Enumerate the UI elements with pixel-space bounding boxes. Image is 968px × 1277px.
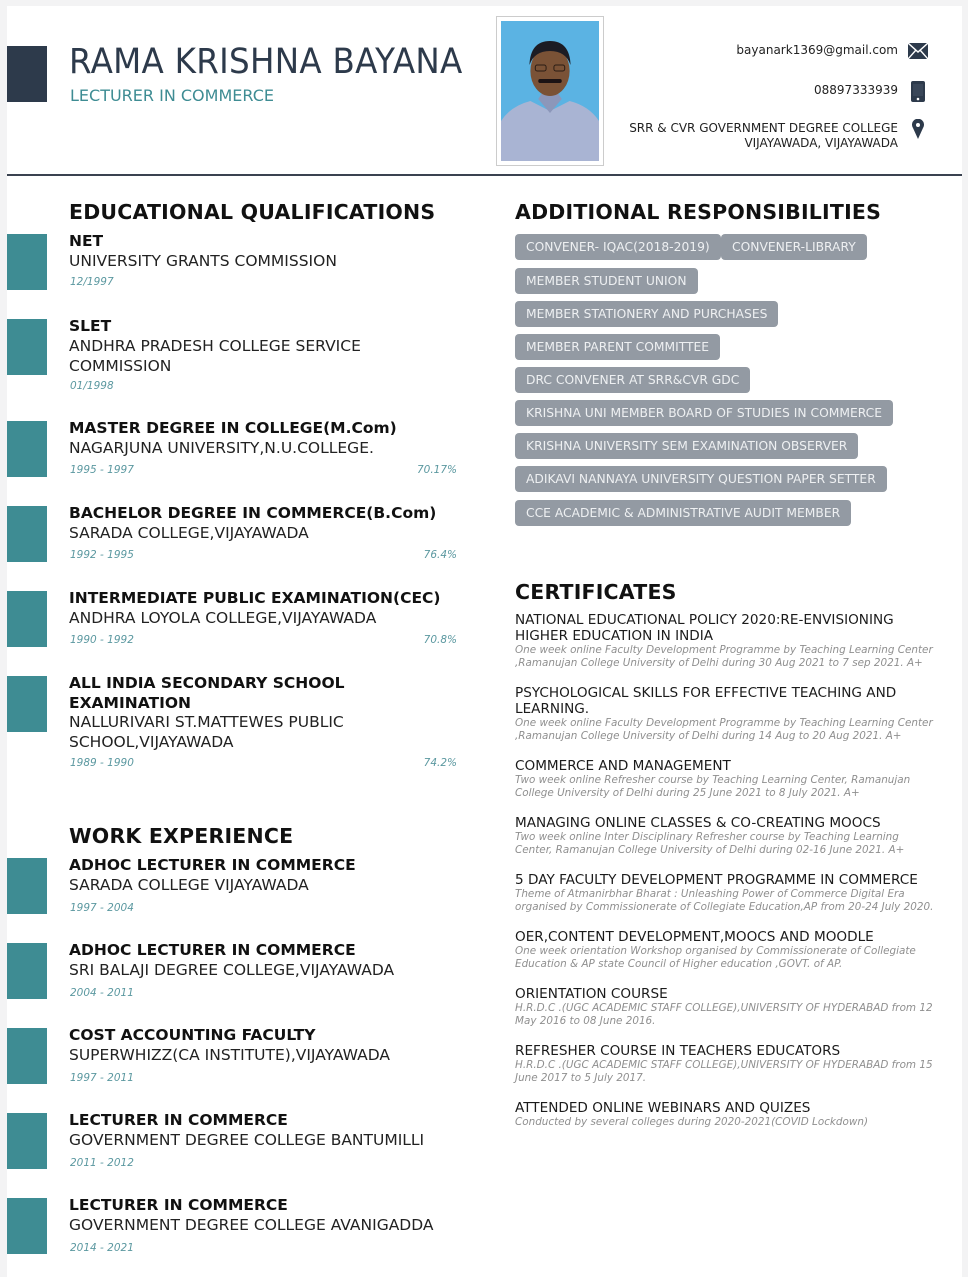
certificate-title: ATTENDED ONLINE WEBINARS AND QUIZES: [515, 1100, 811, 1116]
responsibility-tag: MEMBER STUDENT UNION: [515, 268, 698, 294]
address-line-2: VIJAYAWADA, VIJAYAWADA: [744, 136, 898, 150]
profile-photo-image: [501, 21, 599, 161]
entry-title: ADHOC LECTURER IN COMMERCE: [69, 856, 356, 874]
work-section-title: WORK EXPERIENCE: [69, 824, 294, 848]
entry-organization: GOVERNMENT DEGREE COLLEGE BANTUMILLI: [69, 1131, 425, 1149]
contact-email-row: [736, 43, 928, 59]
responsibility-tag: CCE ACADEMIC & ADMINISTRATIVE AUDIT MEMBER: [515, 500, 851, 526]
certificates-section-title: CERTIFICATES: [515, 580, 677, 604]
contact-phone-row: [814, 81, 928, 102]
certificate-description: H.R.D.C .(UGC ACADEMIC STAFF COLLEGE),UNIVERSITY OF HYDERABAD from 12 May 2016 to 08 June 2016.: [515, 1002, 933, 1027]
location-pin-icon: [908, 119, 928, 139]
entry-date: 1997 - 2004: [70, 902, 134, 914]
header-divider: [7, 174, 962, 176]
responsibility-tag: MEMBER PARENT COMMITTEE: [515, 334, 720, 360]
entry-accent-bar: [7, 1028, 47, 1084]
entry-accent-bar: [7, 421, 47, 477]
entry-title: COST ACCOUNTING FACULTY: [69, 1026, 316, 1044]
responsibility-tag: KRISHNA UNIVERSITY SEM EXAMINATION OBSERVER: [515, 433, 858, 459]
certificate-item: [515, 685, 935, 742]
entry-organization: SUPERWHIZZ(CA INSTITUTE),VIJAYAWADA: [69, 1046, 390, 1064]
certificate-description: One week orientation Workshop organised by Commissionerate of Collegiate Education & AP state Council of Higher education ,GOVT. of AP.: [515, 945, 916, 970]
entry-organization: UNIVERSITY GRANTS COMMISSION: [69, 252, 337, 270]
entry-date: 1992 - 1995: [70, 549, 134, 561]
person-name: RAMA KRISHNA BAYANA: [69, 42, 463, 82]
contact-email[interactable]: bayanark1369@gmail.com: [736, 43, 898, 57]
entry-accent-bar: [7, 591, 47, 647]
entry-date: 1995 - 1997: [70, 464, 134, 476]
responsibility-tag: CONVENER-LIBRARY: [721, 234, 867, 260]
entry-title: NET: [69, 232, 104, 250]
certificate-description: One week online Faculty Development Programme by Teaching Learning Center ,Ramanujan College University of Delhi during 30 Aug 2021 to 7 sep 2021. A+: [515, 644, 933, 669]
entry-date: 2004 - 2011: [70, 987, 134, 999]
certificate-title: REFRESHER COURSE IN TEACHERS EDUCATORS: [515, 1043, 841, 1059]
contact-phone[interactable]: 08897333939: [814, 83, 898, 97]
entry-organization: NALLURIVARI ST.MATTEWES PUBLIC SCHOOL,VIJAYAWADA: [69, 713, 344, 751]
entry-score: 70.8%: [423, 634, 457, 646]
entry-accent-bar: [7, 506, 47, 562]
entry-title: INTERMEDIATE PUBLIC EXAMINATION(CEC): [69, 589, 441, 607]
entry-title: ADHOC LECTURER IN COMMERCE: [69, 941, 356, 959]
responsibility-tag: ADIKAVI NANNAYA UNIVERSITY QUESTION PAPER SETTER: [515, 466, 887, 492]
resume-page: [7, 6, 962, 1277]
entry-title: MASTER DEGREE IN COLLEGE(M.Com): [69, 419, 397, 437]
entry-date: 1989 - 1990: [70, 757, 134, 769]
certificate-description: Theme of Atmanirbhar Bharat : Unleashing Power of Commerce Digital Era organised by Commissionerate of Collegiate Education,AP from 20-24 July 2020.: [515, 888, 934, 913]
certificate-title: NATIONAL EDUCATIONAL POLICY 2020:RE-ENVISIONING HIGHER EDUCATION IN INDIA: [515, 612, 894, 644]
entry-organization: NAGARJUNA UNIVERSITY,N.U.COLLEGE.: [69, 439, 374, 457]
entry-accent-bar: [7, 319, 47, 375]
profile-photo: [496, 16, 604, 166]
address-line-1: SRR & CVR GOVERNMENT DEGREE COLLEGE: [629, 121, 898, 135]
entry-title: LECTURER IN COMMERCE: [69, 1196, 288, 1214]
certificate-title: 5 DAY FACULTY DEVELOPMENT PROGRAMME IN COMMERCE: [515, 872, 918, 888]
entry-organization: GOVERNMENT DEGREE COLLEGE AVANIGADDA: [69, 1216, 434, 1234]
entry-title: BACHELOR DEGREE IN COMMERCE(B.Com): [69, 504, 437, 522]
entry-accent-bar: [7, 234, 47, 290]
certificate-item: [515, 612, 935, 669]
certificate-title: PSYCHOLOGICAL SKILLS FOR EFFECTIVE TEACHING AND LEARNING.: [515, 685, 897, 717]
certificate-item: [515, 815, 935, 856]
phone-icon: [908, 81, 928, 102]
certificate-description: Two week online Inter Disciplinary Refresher course by Teaching Learning Center, Ramanujan College University of Delhi during 02-16 June 2021. A+: [515, 831, 905, 856]
certificate-item: [515, 872, 935, 913]
entry-organization: ANDHRA LOYOLA COLLEGE,VIJAYAWADA: [69, 609, 377, 627]
responsibility-tag: MEMBER STATIONERY AND PURCHASES: [515, 301, 778, 327]
responsibility-tag: DRC CONVENER AT SRR&CVR GDC: [515, 367, 750, 393]
entry-organization: ANDHRA PRADESH COLLEGE SERVICE COMMISSION: [69, 337, 361, 375]
certificate-description: Conducted by several colleges during 2020-2021(COVID Lockdown): [515, 1116, 869, 1128]
certificate-item: [515, 929, 935, 970]
certificate-item: [515, 986, 935, 1027]
entry-date: 01/1998: [70, 380, 114, 392]
entry-accent-bar: [7, 858, 47, 914]
responsibility-tag: CONVENER- IQAC(2018-2019): [515, 234, 721, 260]
entry-title: SLET: [69, 317, 112, 335]
certificate-title: MANAGING ONLINE CLASSES & CO-CREATING MOOCS: [515, 815, 881, 831]
education-section-title: EDUCATIONAL QUALIFICATIONS: [69, 200, 436, 224]
header-accent-block: [7, 46, 47, 102]
entry-title: ALL INDIA SECONDARY SCHOOL EXAMINATION: [69, 674, 345, 712]
entry-date: 2011 - 2012: [70, 1157, 134, 1169]
certificate-title: OER,CONTENT DEVELOPMENT,MOOCS AND MOODLE: [515, 929, 874, 945]
entry-date: 12/1997: [70, 276, 114, 288]
entry-score: 70.17%: [416, 464, 457, 476]
entry-date: 1990 - 1992: [70, 634, 134, 646]
entry-date: 1997 - 2011: [70, 1072, 134, 1084]
certificate-item: [515, 758, 935, 799]
entry-accent-bar: [7, 1198, 47, 1254]
entry-organization: SRI BALAJI DEGREE COLLEGE,VIJAYAWADA: [69, 961, 395, 979]
email-icon: [908, 43, 928, 59]
certificate-description: Two week online Refresher course by Teaching Learning Center, Ramanujan College University of Delhi during 25 June 2021 to 8 July 2021. A+: [515, 774, 911, 799]
person-role: LECTURER IN COMMERCE: [70, 86, 274, 105]
certificate-item: [515, 1100, 935, 1129]
entry-accent-bar: [7, 943, 47, 999]
entry-score: 76.4%: [423, 549, 457, 561]
entry-date: 2014 - 2021: [70, 1242, 134, 1254]
entry-organization: SARADA COLLEGE,VIJAYAWADA: [69, 524, 309, 542]
entry-title: LECTURER IN COMMERCE: [69, 1111, 288, 1129]
certificate-description: One week online Faculty Development Programme by Teaching Learning Center ,Ramanujan College University of Delhi during 14 Aug to 20 Aug 2021. A+: [515, 717, 933, 742]
responsibility-tag: KRISHNA UNI MEMBER BOARD OF STUDIES IN COMMERCE: [515, 400, 893, 426]
certificate-item: [515, 1043, 935, 1084]
entry-accent-bar: [7, 676, 47, 732]
certificate-title: COMMERCE AND MANAGEMENT: [515, 758, 731, 774]
contact-address-row: [629, 119, 928, 151]
certificate-description: H.R.D.C .(UGC ACADEMIC STAFF COLLEGE),UNIVERSITY OF HYDERABAD from 15 June 2017 to 5 July 2017.: [515, 1059, 933, 1084]
entry-organization: SARADA COLLEGE VIJAYAWADA: [69, 876, 309, 894]
contact-address: [629, 119, 898, 151]
entry-accent-bar: [7, 1113, 47, 1169]
certificate-title: ORIENTATION COURSE: [515, 986, 668, 1002]
responsibilities-section-title: ADDITIONAL RESPONSIBILITIES: [515, 200, 882, 224]
entry-score: 74.2%: [423, 757, 457, 769]
